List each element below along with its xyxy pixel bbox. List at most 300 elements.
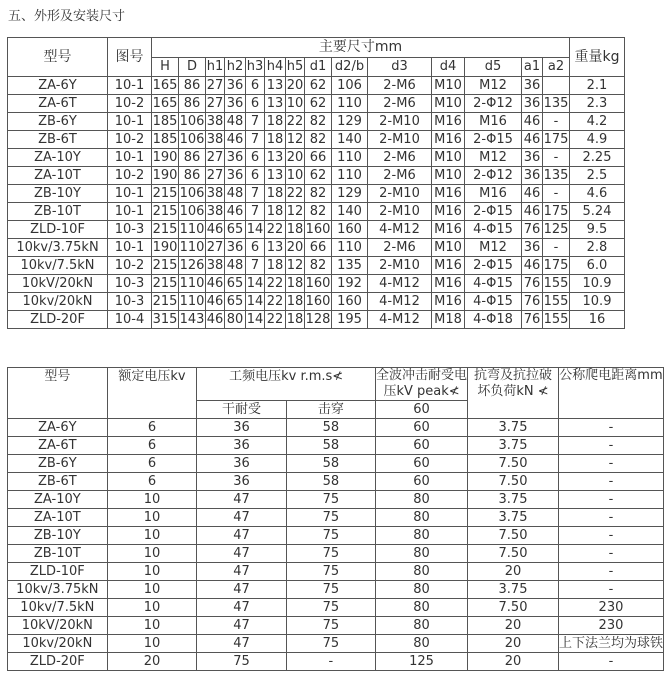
table-cell: 7.50 [468, 545, 559, 563]
table-cell: ZB-6Y [8, 455, 108, 473]
table-cell: 76 [522, 311, 543, 329]
table-cell: 47 [197, 599, 286, 617]
table-cell: M16 [432, 185, 465, 203]
table-cell: 75 [286, 563, 375, 581]
table-cell: 4-M12 [368, 275, 432, 293]
table-cell: ZB-6T [8, 131, 108, 149]
table-cell: 58 [286, 437, 375, 455]
table-cell: 192 [332, 275, 368, 293]
table-cell: 2.3 [570, 95, 625, 113]
table-cell: 82 [305, 185, 332, 203]
table-cell: 5.24 [570, 203, 625, 221]
table-cell: 106 [179, 186, 205, 201]
table-cell: 155 [543, 312, 569, 327]
table-cell: 215 [152, 186, 178, 201]
table-row [8, 491, 664, 509]
table-cell: 36 [225, 149, 246, 167]
table-cell: 2-Φ15 [465, 257, 522, 275]
table-cell: 10kv/20kN [8, 635, 108, 653]
table-cell: 4-M12 [368, 221, 432, 239]
table-cell: 75 [286, 491, 375, 509]
table-cell: 10-2 [108, 131, 152, 149]
table-cell: 7.50 [468, 455, 559, 473]
table-row [8, 509, 664, 527]
table-cell: 14 [246, 294, 264, 309]
table-cell: 13 [265, 239, 286, 257]
table-cell: 75 [286, 599, 375, 617]
table-cell: 10kv/3.75kN [8, 239, 108, 257]
table-cell: 18 [286, 294, 304, 309]
table-cell: 22 [265, 275, 286, 293]
table-cell: 190 [152, 168, 178, 183]
table-cell: 47 [197, 545, 286, 563]
table-cell: 106 [179, 132, 205, 147]
table-cell: 46 [206, 312, 224, 327]
table-cell: 160 [305, 294, 331, 309]
table-cell: 12 [286, 204, 304, 219]
table-cell: 12 [286, 258, 304, 273]
table-cell: 18 [286, 276, 304, 291]
table-cell: 20 [468, 653, 559, 671]
table-row [8, 95, 625, 113]
table-cell: 129 [332, 113, 368, 131]
table-cell: 143 [179, 312, 205, 327]
header-weight: 重量kg [570, 38, 625, 77]
table-cell: 18 [265, 203, 286, 221]
table-cell: 36 [197, 473, 286, 491]
table-cell: 38 [206, 186, 224, 201]
table-cell: ZA-6T [8, 437, 108, 455]
table-cell: 58 [286, 455, 375, 473]
table-cell: 75 [286, 509, 375, 527]
table-cell: 上下法兰均为球铁 [558, 636, 663, 651]
table-cell: 46 [522, 113, 543, 131]
table-cell: M10 [432, 239, 465, 257]
table-cell: 20 [286, 240, 304, 255]
table-cell: 10-2 [108, 95, 152, 113]
table-cell: 46 [206, 276, 224, 291]
table-cell: 10kv/20kN [8, 293, 108, 311]
table-cell: 215 [152, 204, 178, 219]
subheader-cell: d3 [368, 58, 432, 77]
table-cell: 2-M6 [368, 167, 432, 185]
table-cell: 20 [107, 653, 197, 671]
table-cell: 22 [265, 311, 286, 329]
table-cell: 10kV/20kN [8, 617, 108, 635]
table-cell: 75 [286, 581, 375, 599]
table-cell: 82 [305, 257, 332, 275]
table-cell: 10 [107, 599, 197, 617]
table-cell: 10 [286, 168, 304, 183]
table-cell: 2.1 [570, 77, 625, 95]
table-cell: 86 [179, 149, 206, 167]
header-impulse-sub: 60 [376, 401, 468, 419]
table-cell: 13 [265, 95, 286, 113]
table-cell: 38 [206, 114, 224, 129]
table-cell: 6 [246, 239, 265, 257]
table-row [8, 239, 625, 257]
table-cell: 80 [376, 509, 468, 527]
table-cell: M16 [465, 113, 522, 131]
subheader-cell: H [152, 58, 179, 77]
table-cell: 66 [305, 149, 332, 167]
table-cell: 36 [225, 167, 246, 185]
table-cell: ZA-10Y [8, 149, 108, 167]
table-cell: 20 [468, 635, 559, 653]
table-cell: M10 [432, 149, 465, 167]
table-cell: 60 [376, 473, 468, 491]
table-cell: 160 [332, 221, 368, 239]
table-cell: 36 [522, 95, 543, 113]
table-cell: 36 [197, 419, 286, 437]
table-cell: - [558, 419, 663, 437]
table-cell: 14 [246, 222, 264, 237]
table-cell: 16 [570, 311, 625, 329]
table-cell: 48 [225, 257, 246, 275]
table-cell: - [543, 185, 570, 203]
table-cell: 36 [522, 77, 543, 95]
table-row [8, 581, 664, 599]
table-cell: ZA-6Y [8, 77, 108, 95]
table-cell: 75 [197, 653, 286, 671]
table-cell: - [558, 437, 663, 455]
table-cell: 3.75 [468, 491, 559, 509]
table-cell: M16 [432, 203, 465, 221]
table-cell: ZLD-10F [8, 563, 108, 581]
table-cell: 106 [179, 114, 205, 129]
table-cell: 36 [197, 455, 286, 473]
table-cell: 4.2 [570, 113, 625, 131]
table-cell: ZA-10T [8, 509, 108, 527]
table-cell: M16 [432, 257, 465, 275]
table-cell: 10 [107, 509, 197, 527]
table-cell: 10 [107, 581, 197, 599]
table-cell: 75 [286, 617, 375, 635]
subheader-cell: h5 [286, 58, 305, 77]
table-cell: 62 [305, 77, 332, 95]
table-cell: 47 [197, 509, 286, 527]
table-cell: 10-1 [108, 149, 152, 167]
table-cell: 7 [246, 185, 265, 203]
table-cell: 135 [543, 168, 569, 183]
table-cell: 10kv/3.75kN [8, 581, 108, 599]
table-cell: 110 [332, 239, 368, 257]
subheader-cell: d5 [465, 58, 522, 77]
table-cell: 4-M12 [368, 311, 432, 329]
table-cell: M10 [432, 95, 465, 113]
table-cell: 27 [206, 240, 224, 255]
table-cell: 82 [305, 203, 332, 221]
table-cell: 86 [179, 77, 206, 95]
electrical-table [7, 367, 664, 671]
table-cell: 46 [225, 131, 246, 149]
table-row [8, 563, 664, 581]
table-cell: 110 [179, 222, 205, 237]
table-cell: - [543, 239, 570, 257]
header-model: 型号 [8, 38, 108, 77]
table-cell: M16 [432, 293, 465, 311]
table-cell: 36 [225, 95, 246, 113]
table-cell: 46 [522, 203, 543, 221]
table-cell: 10 [107, 635, 197, 653]
table-cell: 80 [376, 527, 468, 545]
table-cell: M16 [432, 113, 465, 131]
table-cell: 190 [152, 240, 178, 255]
table-row [8, 113, 625, 131]
table-cell: 22 [265, 221, 286, 239]
table-cell: 65 [225, 293, 246, 311]
section-title: 五、外形及安装尺寸 [8, 9, 126, 24]
table-cell: ZLD-20F [8, 653, 108, 671]
header-dims: 主要尺寸mm [152, 38, 570, 58]
table-cell: M16 [432, 131, 465, 149]
table-cell: M10 [432, 77, 465, 95]
table-cell: 7 [246, 113, 265, 131]
table-cell: 38 [206, 132, 224, 147]
table-cell: 10 [107, 491, 197, 509]
table-cell: M12 [465, 77, 522, 95]
table-cell: 6.0 [570, 257, 625, 275]
table-cell: - [558, 581, 663, 599]
table-cell: 48 [225, 185, 246, 203]
table-cell: 106 [179, 204, 205, 219]
header-breakdown: 击穿 [286, 401, 375, 419]
header-rated-voltage: 额定电压kv [107, 368, 197, 419]
table-cell: 46 [206, 222, 224, 237]
table-row [8, 293, 625, 311]
table-cell: 80 [376, 599, 468, 617]
table-cell: 126 [179, 258, 205, 273]
table-cell: 2-M10 [368, 113, 432, 131]
table-cell: 66 [305, 239, 332, 257]
table-cell: 22 [286, 114, 304, 129]
table-cell: 27 [206, 168, 224, 183]
table-cell: M16 [465, 185, 522, 203]
table-cell: 7 [246, 203, 265, 221]
table-cell: 140 [332, 131, 368, 149]
table-cell: 2.8 [570, 239, 625, 257]
table-row [8, 131, 625, 149]
table-cell: 185 [152, 132, 178, 147]
table-cell: 75 [286, 545, 375, 563]
table-cell: 2-M10 [368, 203, 432, 221]
table-cell: 80 [376, 581, 468, 599]
table-cell: 46 [206, 294, 224, 309]
table-cell: 6 [107, 473, 197, 491]
table-cell: 13 [265, 167, 286, 185]
table-cell: 76 [522, 221, 543, 239]
table-cell: 36 [522, 149, 543, 167]
table-cell: 82 [305, 113, 332, 131]
table-cell: 10kV/20kN [8, 275, 108, 293]
table-cell: 110 [179, 276, 205, 291]
table-cell: 160 [305, 222, 331, 237]
subheader-cell: h2 [225, 58, 246, 77]
header-power-frequency: 工频电压kv r.m.s≮ [197, 368, 376, 401]
table-cell: 12 [286, 132, 304, 147]
table-cell: 20 [468, 617, 559, 635]
table-cell: 125 [376, 653, 468, 671]
table-cell: 13 [265, 149, 286, 167]
table-cell: 165 [152, 78, 178, 93]
table-cell: 20 [286, 150, 304, 165]
table-row [8, 257, 625, 275]
table-row [8, 599, 664, 617]
table-row [8, 473, 664, 491]
table-cell: 6 [246, 95, 265, 113]
table-cell: 230 [558, 617, 663, 635]
table-cell: 135 [543, 96, 569, 111]
table-cell: 82 [305, 131, 332, 149]
table-cell: 36 [225, 239, 246, 257]
table-cell: 75 [286, 527, 375, 545]
table-cell: 6 [246, 77, 265, 95]
table-cell: ZB-6T [8, 473, 108, 491]
table-cell: 110 [332, 167, 368, 185]
table-cell: - [558, 473, 663, 491]
table-row [8, 185, 625, 203]
table-cell: 6 [107, 437, 197, 455]
table-cell: 128 [305, 312, 331, 327]
table-cell: 62 [305, 95, 332, 113]
table-cell: 80 [376, 491, 468, 509]
table-cell: 4-Φ15 [465, 293, 522, 311]
table-cell: 20 [468, 563, 559, 581]
table-cell: - [558, 653, 663, 671]
table-cell: 2.5 [570, 167, 625, 185]
table-row [8, 167, 625, 185]
header-impulse: 全波冲击耐受电压kV peak≮ [376, 368, 468, 399]
table-cell: 76 [522, 293, 543, 311]
table-cell: 36 [225, 77, 246, 95]
table-cell: 155 [543, 276, 569, 291]
table-cell: 38 [206, 258, 224, 273]
dimensions-table [7, 37, 625, 329]
table-cell: 7.50 [468, 473, 559, 491]
table-cell: 46 [522, 131, 543, 149]
table-cell: 4-M12 [368, 293, 432, 311]
table-cell: 160 [305, 276, 331, 291]
table-cell: 10-3 [108, 221, 152, 239]
table-cell: 2-M10 [368, 185, 432, 203]
table-cell: ZA-6T [8, 95, 108, 113]
table-cell: ZA-10T [8, 167, 108, 185]
table-cell: M12 [465, 239, 522, 257]
table-cell: 18 [265, 257, 286, 275]
table-cell: - [558, 455, 663, 473]
table-cell: 80 [225, 311, 246, 329]
table-cell: - [558, 509, 663, 527]
table-cell: 2-M6 [368, 149, 432, 167]
table-cell: 75 [286, 635, 375, 653]
table-cell: 14 [246, 312, 264, 327]
header-load: 抗弯及抗拉破坏负荷kN ≮ [468, 368, 559, 419]
table-cell: 140 [332, 203, 368, 221]
table-cell: 165 [152, 96, 178, 111]
table-cell: 60 [376, 437, 468, 455]
table-cell: 80 [376, 545, 468, 563]
table-cell: 2-M6 [368, 77, 432, 95]
table-cell: 60 [376, 419, 468, 437]
table-cell: 46 [522, 257, 543, 275]
table-cell: 106 [332, 77, 368, 95]
table-cell: 6 [246, 149, 265, 167]
table-cell: 80 [376, 563, 468, 581]
table-row [8, 221, 625, 239]
table-cell: 10kv/7.5kN [8, 599, 108, 617]
table-cell: ZB-10Y [8, 185, 108, 203]
table-cell: 2-M6 [368, 95, 432, 113]
table-cell: 13 [265, 77, 286, 95]
table-cell: - [286, 653, 375, 671]
table-row [8, 527, 664, 545]
table-cell: 47 [197, 581, 286, 599]
table-cell: ZLD-20F [8, 311, 108, 329]
table-row [8, 419, 664, 437]
table-row [8, 653, 664, 671]
table-cell: 10-1 [108, 113, 152, 131]
table-cell: 80 [376, 617, 468, 635]
table-cell: M18 [432, 311, 465, 329]
table-cell: 47 [197, 491, 286, 509]
table-cell: 215 [152, 276, 178, 291]
subheader-cell: a1 [522, 58, 543, 77]
table-cell: 58 [286, 419, 375, 437]
table-row [8, 455, 664, 473]
table-cell: 62 [305, 167, 332, 185]
subheader-cell: h1 [206, 58, 225, 77]
table-cell: 10-1 [108, 239, 152, 257]
table-cell: 3.75 [468, 437, 559, 455]
table-cell: 160 [332, 293, 368, 311]
table-cell: 65 [225, 221, 246, 239]
table-cell: 27 [206, 96, 224, 111]
table-cell: 155 [543, 294, 569, 309]
table-cell: 110 [332, 149, 368, 167]
table-cell: 4-Φ15 [465, 275, 522, 293]
table-cell: ZB-10T [8, 203, 108, 221]
table-cell: 10 [107, 617, 197, 635]
table-cell: 14 [246, 276, 264, 291]
table-cell: 175 [543, 258, 569, 273]
table-cell: 46 [225, 203, 246, 221]
table-cell: 60 [376, 455, 468, 473]
table-cell: 2-Φ15 [465, 203, 522, 221]
table-cell: - [543, 149, 570, 167]
table-cell: 2-Φ12 [465, 167, 522, 185]
header-withstand: 干耐受 [197, 401, 286, 419]
table-cell: M12 [465, 149, 522, 167]
table-cell: 47 [197, 527, 286, 545]
table-cell: 190 [152, 150, 178, 165]
subheader-cell: d2/b [332, 58, 368, 77]
table-cell: 47 [197, 635, 286, 653]
table-cell: 27 [206, 150, 224, 165]
table-cell: 195 [332, 311, 368, 329]
table-cell: 3.75 [468, 581, 559, 599]
table-cell: ZB-10T [8, 545, 108, 563]
table-cell: 4.6 [570, 185, 625, 203]
table-cell: 10.9 [570, 275, 625, 293]
table-cell: 47 [197, 563, 286, 581]
table-cell: 10-1 [108, 77, 152, 95]
table-row [8, 149, 625, 167]
table-cell: 6 [246, 167, 265, 185]
table-cell: 38 [206, 204, 224, 219]
table-cell: 215 [152, 222, 178, 237]
table-cell: 315 [152, 312, 178, 327]
table-cell: 4-Φ18 [465, 311, 522, 329]
